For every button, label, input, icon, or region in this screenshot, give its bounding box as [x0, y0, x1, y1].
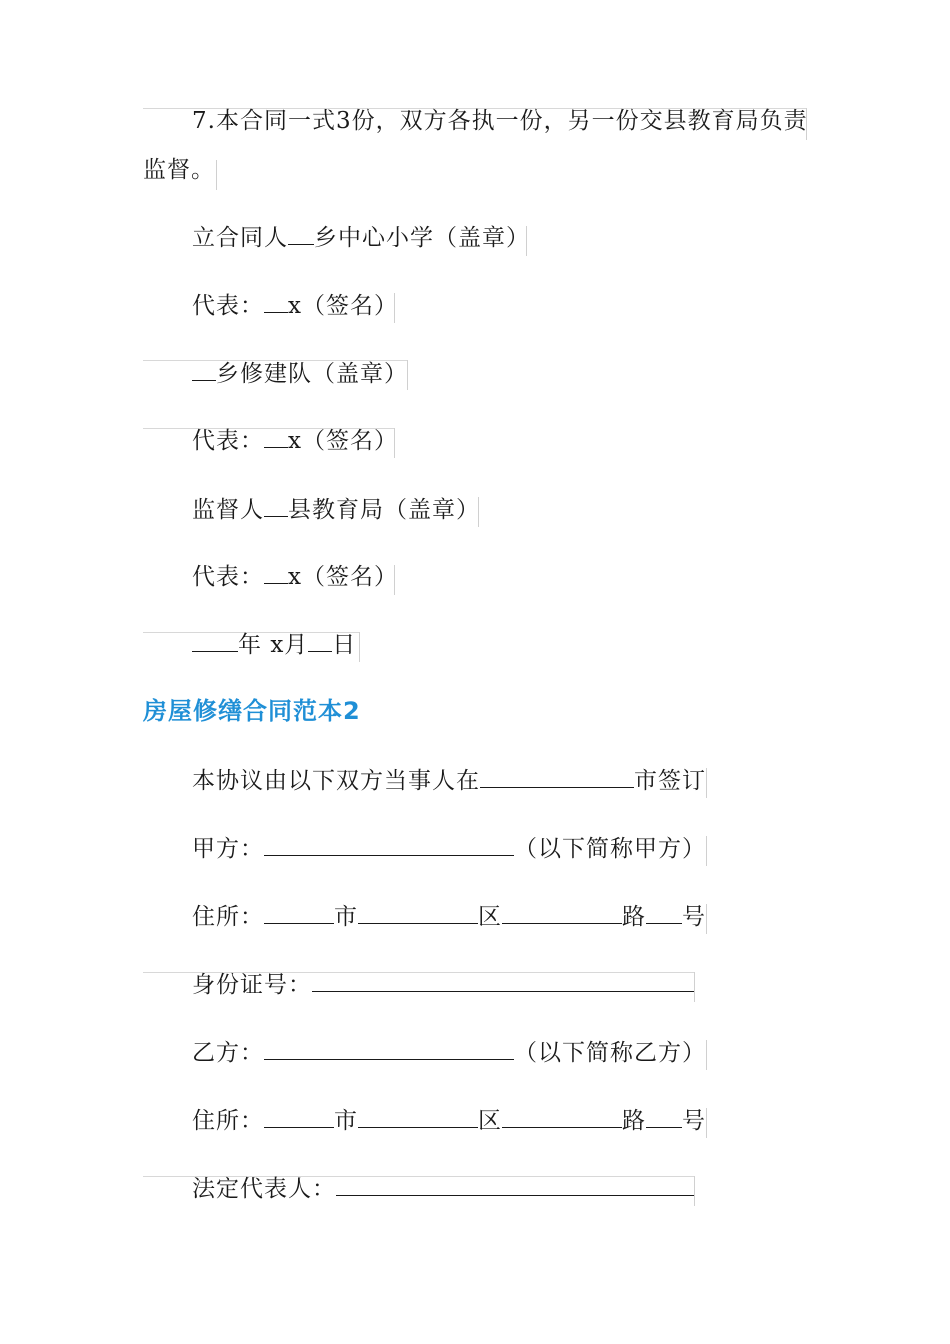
representative-label: 代表： [192, 293, 264, 319]
supervisor-prefix: 监督人 [192, 497, 264, 523]
clause-7-line-2: 监督。 [143, 157, 215, 183]
legal-representative-line [192, 1173, 694, 1204]
party-a-suffix: （以下简称甲方） [514, 836, 706, 862]
day-blank[interactable] [308, 629, 332, 652]
month-value: x [270, 632, 285, 658]
legal-representative-blank[interactable] [336, 1173, 694, 1196]
id-number-label: 身份证号： [192, 972, 312, 998]
day-label: 日 [332, 632, 357, 658]
id-number-blank[interactable] [312, 969, 694, 992]
layout-guide [706, 768, 707, 798]
number-label: 号 [682, 904, 706, 930]
district-label: 区 [478, 1108, 502, 1134]
legal-representative-label: 法定代表人： [192, 1176, 336, 1202]
blank-field[interactable] [646, 1105, 682, 1128]
id-number-line [192, 969, 694, 1000]
district-label: 区 [478, 904, 502, 930]
signature-value: x（签名） [288, 428, 398, 454]
blank-field[interactable] [288, 222, 314, 245]
contract-party-a-line [192, 222, 530, 253]
layout-guide [706, 1108, 707, 1138]
blank-field[interactable] [264, 561, 288, 584]
blank-field[interactable] [264, 1105, 334, 1128]
party-a-label: 甲方： [192, 836, 264, 862]
section-heading: 房屋修缮合同范本2 [143, 697, 361, 725]
blank-field[interactable] [646, 901, 682, 924]
contract-party-prefix: 立合同人 [192, 225, 288, 251]
year-blank[interactable] [192, 629, 238, 652]
road-label: 路 [622, 1108, 646, 1134]
construction-team-line [192, 358, 408, 389]
party-b-label: 乙方： [192, 1040, 264, 1066]
date-line [192, 629, 356, 660]
construction-team-seal: 乡修建队（盖章） [216, 361, 408, 387]
layout-guide [694, 1176, 695, 1206]
city-label: 市 [334, 904, 358, 930]
blank-field[interactable] [264, 290, 288, 313]
intro-text: 本协议由以下双方当事人在 [192, 768, 480, 794]
intro-suffix: 市签订 [634, 768, 706, 794]
party-b-line [192, 1037, 706, 1068]
party-b-blank[interactable] [264, 1037, 514, 1060]
representative-line-1 [192, 290, 398, 321]
party-a-blank[interactable] [264, 833, 514, 856]
supervisor-line [192, 494, 480, 525]
school-name-seal: 乡中心小学（盖章） [314, 225, 530, 251]
representative-label: 代表： [192, 564, 264, 590]
road-label: 路 [622, 904, 646, 930]
party-b-suffix: （以下简称乙方） [514, 1040, 706, 1066]
blank-field[interactable] [264, 494, 288, 517]
month-label: 月 [284, 632, 309, 658]
education-bureau-seal: 县教育局（盖章） [288, 497, 480, 523]
layout-guide [706, 904, 707, 934]
blank-field[interactable] [192, 358, 216, 381]
address-b-line [192, 1105, 706, 1136]
blank-field[interactable] [358, 1105, 478, 1128]
layout-guide [706, 836, 707, 866]
layout-guide [216, 160, 217, 190]
signature-value: x（签名） [288, 293, 398, 319]
layout-guide [694, 972, 695, 1002]
party-a-line [192, 833, 706, 864]
clause-7-line-1: 7.本合同一式3份，双方各执一份，另一份交县教育局负责 [192, 108, 808, 134]
representative-line-2 [192, 425, 398, 456]
representative-line-3 [192, 561, 398, 592]
agreement-intro-line [192, 765, 706, 796]
city-blank[interactable] [480, 765, 634, 788]
signature-value: x（签名） [288, 564, 398, 590]
address-label: 住所： [192, 904, 264, 930]
layout-guide [706, 1040, 707, 1070]
blank-field[interactable] [264, 425, 288, 448]
layout-guide [359, 632, 360, 662]
blank-field[interactable] [264, 901, 334, 924]
representative-label: 代表： [192, 428, 264, 454]
blank-field[interactable] [502, 901, 622, 924]
address-a-line [192, 901, 706, 932]
year-label: 年 [238, 632, 262, 658]
blank-field[interactable] [358, 901, 478, 924]
blank-field[interactable] [502, 1105, 622, 1128]
number-label: 号 [682, 1108, 706, 1134]
city-label: 市 [334, 1108, 358, 1134]
address-label: 住所： [192, 1108, 264, 1134]
